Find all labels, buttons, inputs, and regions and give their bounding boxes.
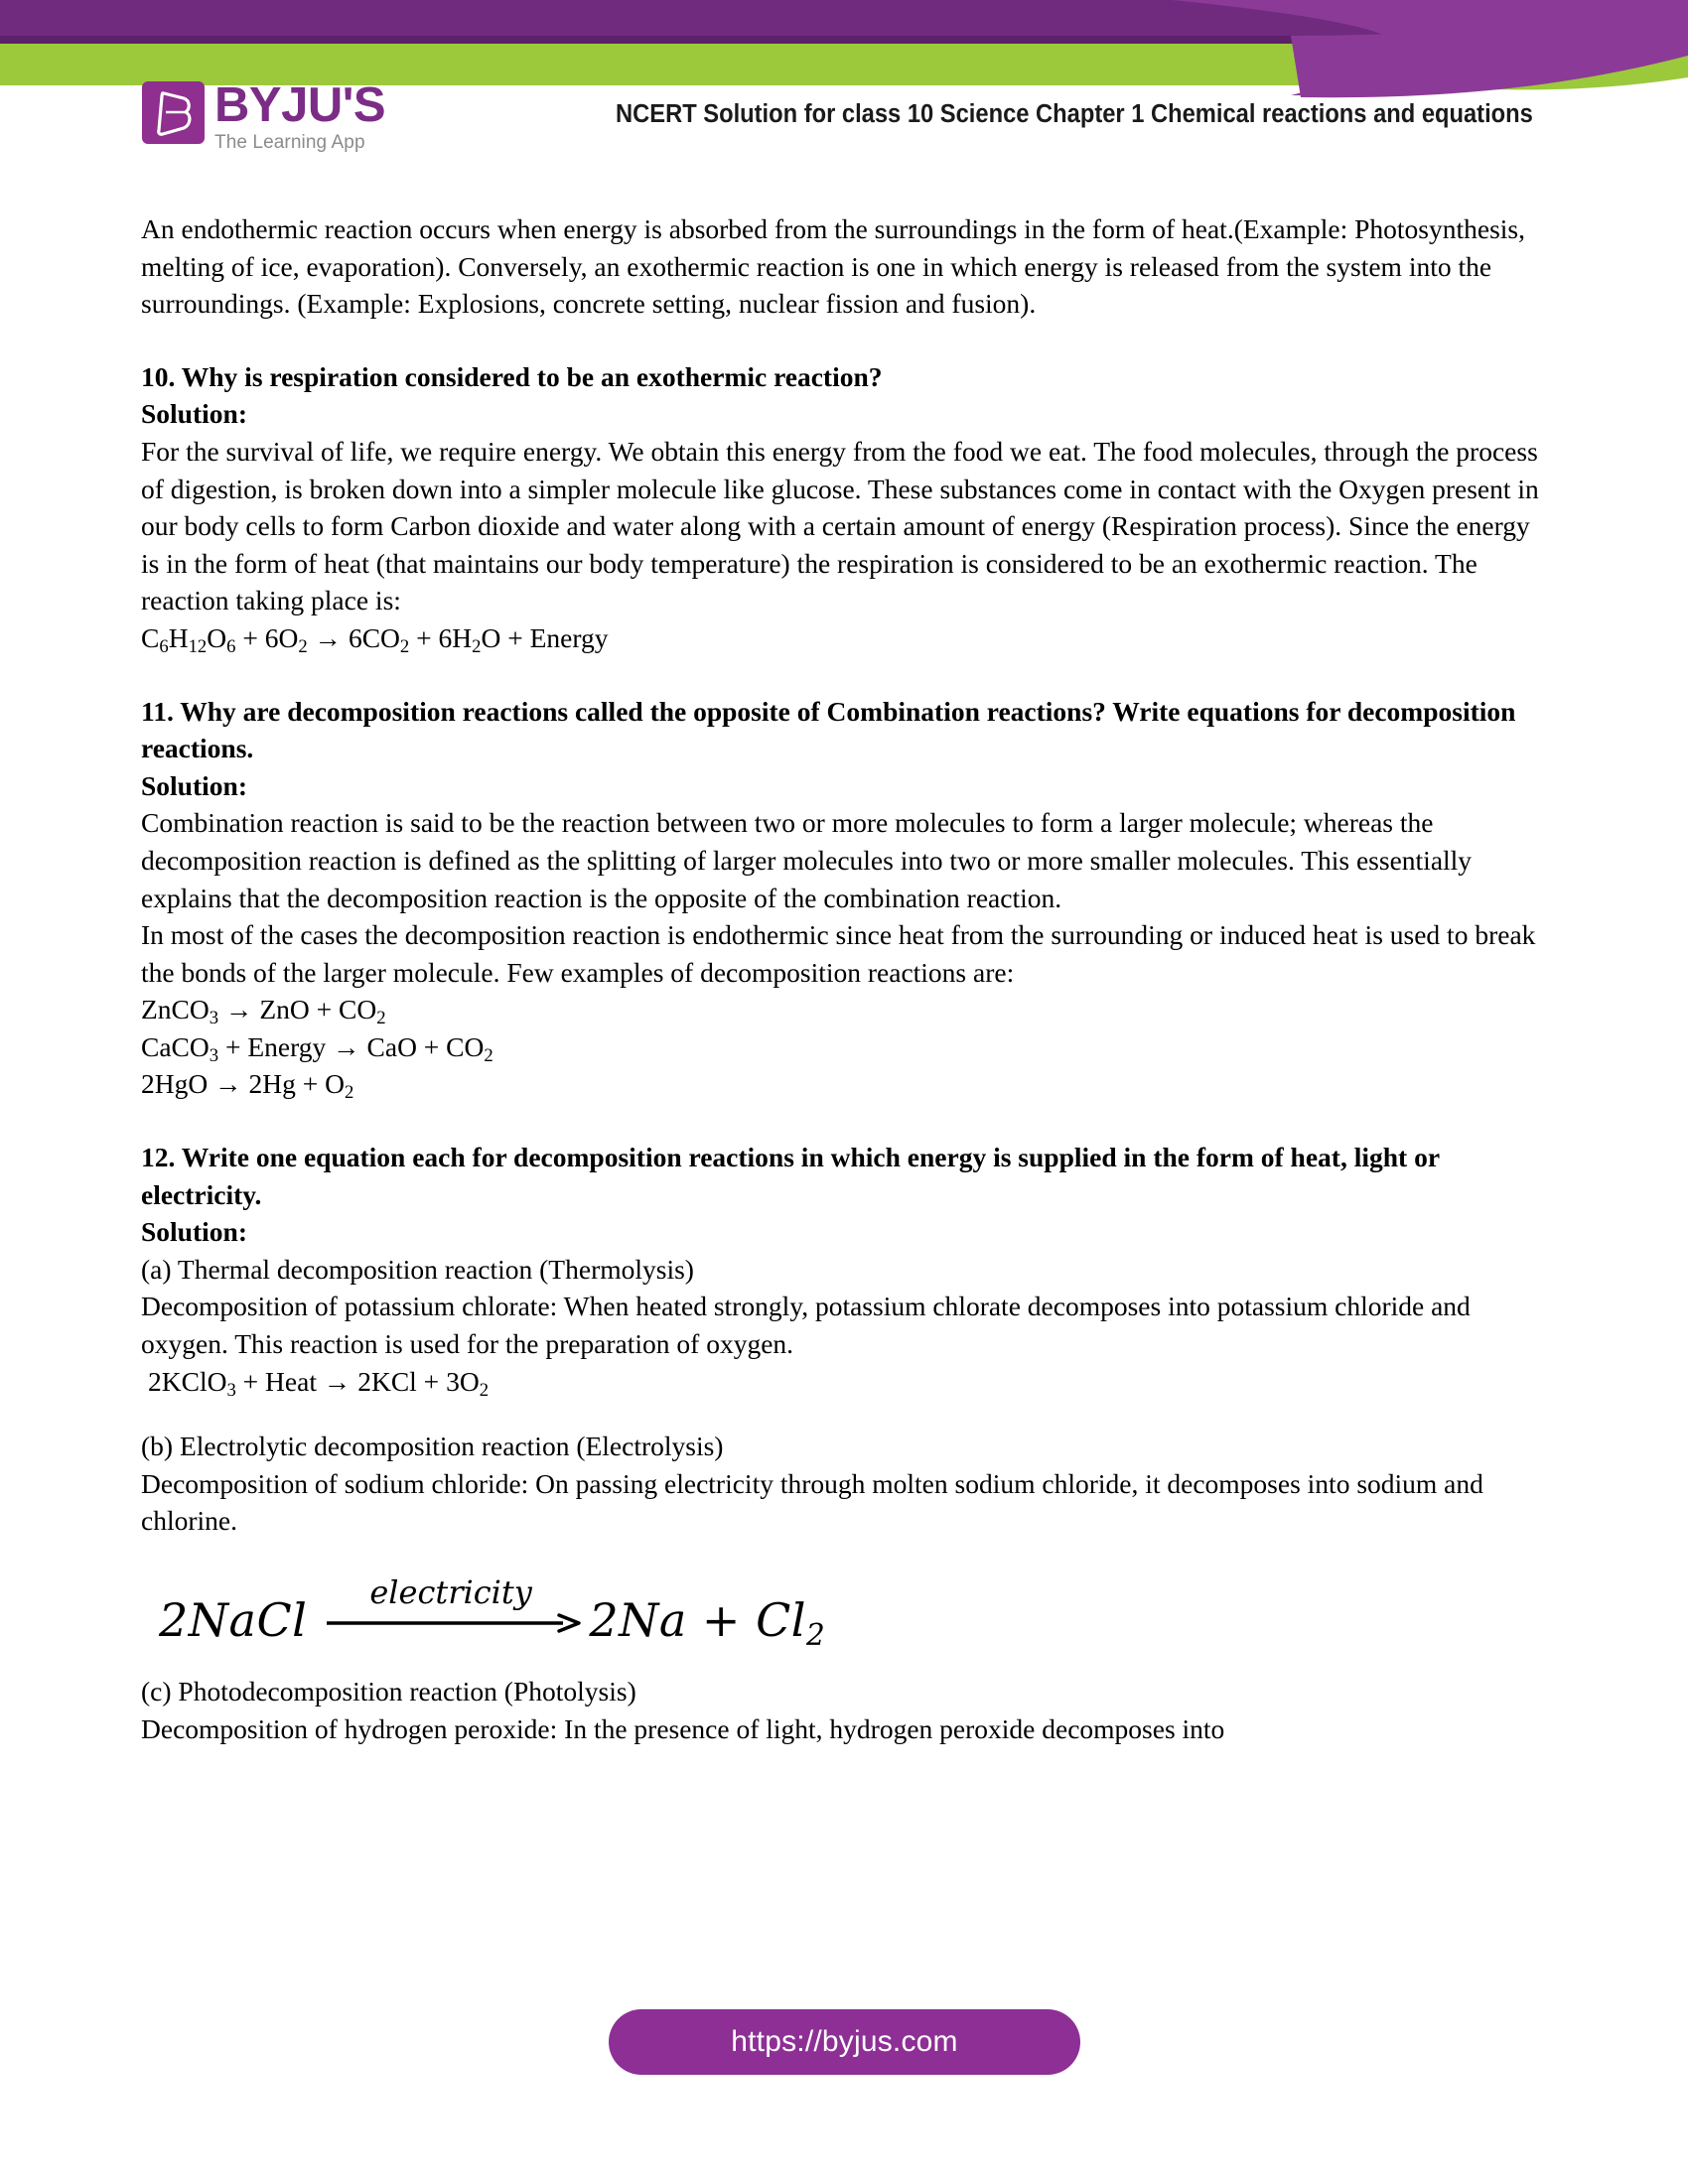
question-12-part-b-body: Decomposition of sodium chloride: On passing electricity through molten sodium chloride, it decomposes into sodium and chlorine. [141,1467,1483,1537]
question-10-solution-label: Solution: [141,398,247,430]
arrow-condition-label: electricity [369,1573,532,1611]
equation-subscript: 6 [226,635,236,657]
logo-wordmark: BYJU'S [214,78,386,132]
equation-subscript: 2 [298,635,308,657]
equation-subscript: 2 [376,1008,386,1029]
long-right-arrow-icon [325,1611,583,1635]
equation-subscript: 2 [472,635,482,657]
equation-subscript: 12 [188,635,208,657]
equation-subscript: 2 [484,1044,493,1066]
question-12-part-a-subheading: (a) Thermal decomposition reaction (Thermolysis) [141,1253,694,1285]
question-12-part-c-body: Decomposition of hydrogen peroxide: In the presence of light, hydrogen peroxide decomposes into [141,1712,1225,1744]
sodium-chloride-electrolysis-equation [141,1554,1551,1652]
question-12-part-b-subheading: (b) Electrolytic decomposition reaction (Electrolysis) [141,1431,724,1462]
byjus-b-mark-icon [142,81,205,144]
question-11-solution-label: Solution: [141,769,247,801]
question-11-answer-part-2: In most of the cases the decomposition reaction is endothermic since heat from the surrounding or induced heat is used to break the bonds of the larger molecule. Few examples of decomposition reactions are: [141,919,1536,988]
equation-subscript: 3 [226,1379,236,1401]
equation-subscript: 3 [209,1044,219,1066]
question-12-part-a-body: Decomposition of potassium chlorate: When heated strongly, potassium chlorate decomposes into potassium chloride and oxygen. This reaction is used for the preparation of oxygen. [141,1291,1471,1360]
intro-paragraph: An endothermic reaction occurs when energy is absorbed from the surroundings in the form of heat.(Example: Photosynthesis, melting of ice, evaporation). Conversely, an exothermic reaction is one in which energy is released from the system into the surroundings. (Example: Explosions, concrete setting, nuclear fission and fusion). [141,213,1526,320]
question-12-solution-label: Solution: [141,1216,247,1248]
question-12-heading: 12. Write one equation each for decomposition reactions in which energy is supplied in the form of heat, light or electricity. [141,1142,1440,1210]
footer-url-text: https://byjus.com [731,2025,958,2058]
question-12-part-c-subheading: (c) Photodecomposition reaction (Photolysis) [141,1676,636,1706]
zinc-carbonate-equation: ZnCO$_3$ → ZnO + $CO_2$ [141,994,386,1029]
question-11-answer-part-1: Combination reaction is said to be the reaction between two or more molecules to form a larger molecule; whereas the decomposition reaction is defined as the splitting of larger molecules into two or more smaller molecules. This essentially explains that the decomposition reaction is the opposite of the combination reaction. [141,807,1473,913]
logo-tagline: The Learning App [214,132,365,153]
equation-products [589,1593,826,1652]
equation-subscript: 2 [344,1082,354,1104]
equation-products-subscript: 2 [806,1617,826,1652]
byjus-logo[interactable] [142,79,440,169]
equation-reactant: 2NaCl [159,1593,308,1647]
question-11-heading: 11. Why are decomposition reactions called the opposite of Combination reactions? Write equations for decomposition reactions. [141,695,1516,764]
page-title: NCERT Solution for class 10 Science Chapter 1 Chemical reactions and equations [616,100,1533,128]
reaction-arrow-with-condition [325,1573,583,1645]
question-10-answer: For the survival of life, we require energy. We obtain this energy from the food we eat. The food molecules, through the process of digestion, is broken down into a simpler molecule like glucose. These substances come in contact with the Oxygen present in our body cells to form Carbon dioxide and water along with a certain amount of energy (Respiration process). Since the energy is in the form of heat (that maintains our body temperature) the respiration is considered to be an exothermic reaction. The reaction taking place is: [141,435,1539,616]
document-body [141,210,1551,1747]
glucose-respiration-equation: $C_6H_{12}O_6 + 6O_2 \to 6CO_2 + 6H_2O$ + Energy [141,621,609,657]
equation-subscript: 2 [479,1379,490,1401]
equation-subscript: 2 [399,635,410,657]
question-10-heading: 10. Why is respiration considered to be an exothermic reaction? [141,360,883,392]
equation-subscript: 3 [209,1008,219,1029]
calcium-carbonate-equation: CaCO$_3$ + Energy → CaO + $CO_2$ [141,1030,493,1066]
equation-subscript: 6 [159,635,169,657]
equation-products-text: 2Na + Cl [589,1593,806,1647]
mercuric-oxide-equation: $2HgO \to 2Hg + O_2$ [141,1068,354,1104]
potassium-chlorate-equation: 2KClO$_3$ + Heat → $2KCl + 3O_2$ [148,1365,490,1401]
byjus-website-link[interactable] [609,2009,1080,2075]
